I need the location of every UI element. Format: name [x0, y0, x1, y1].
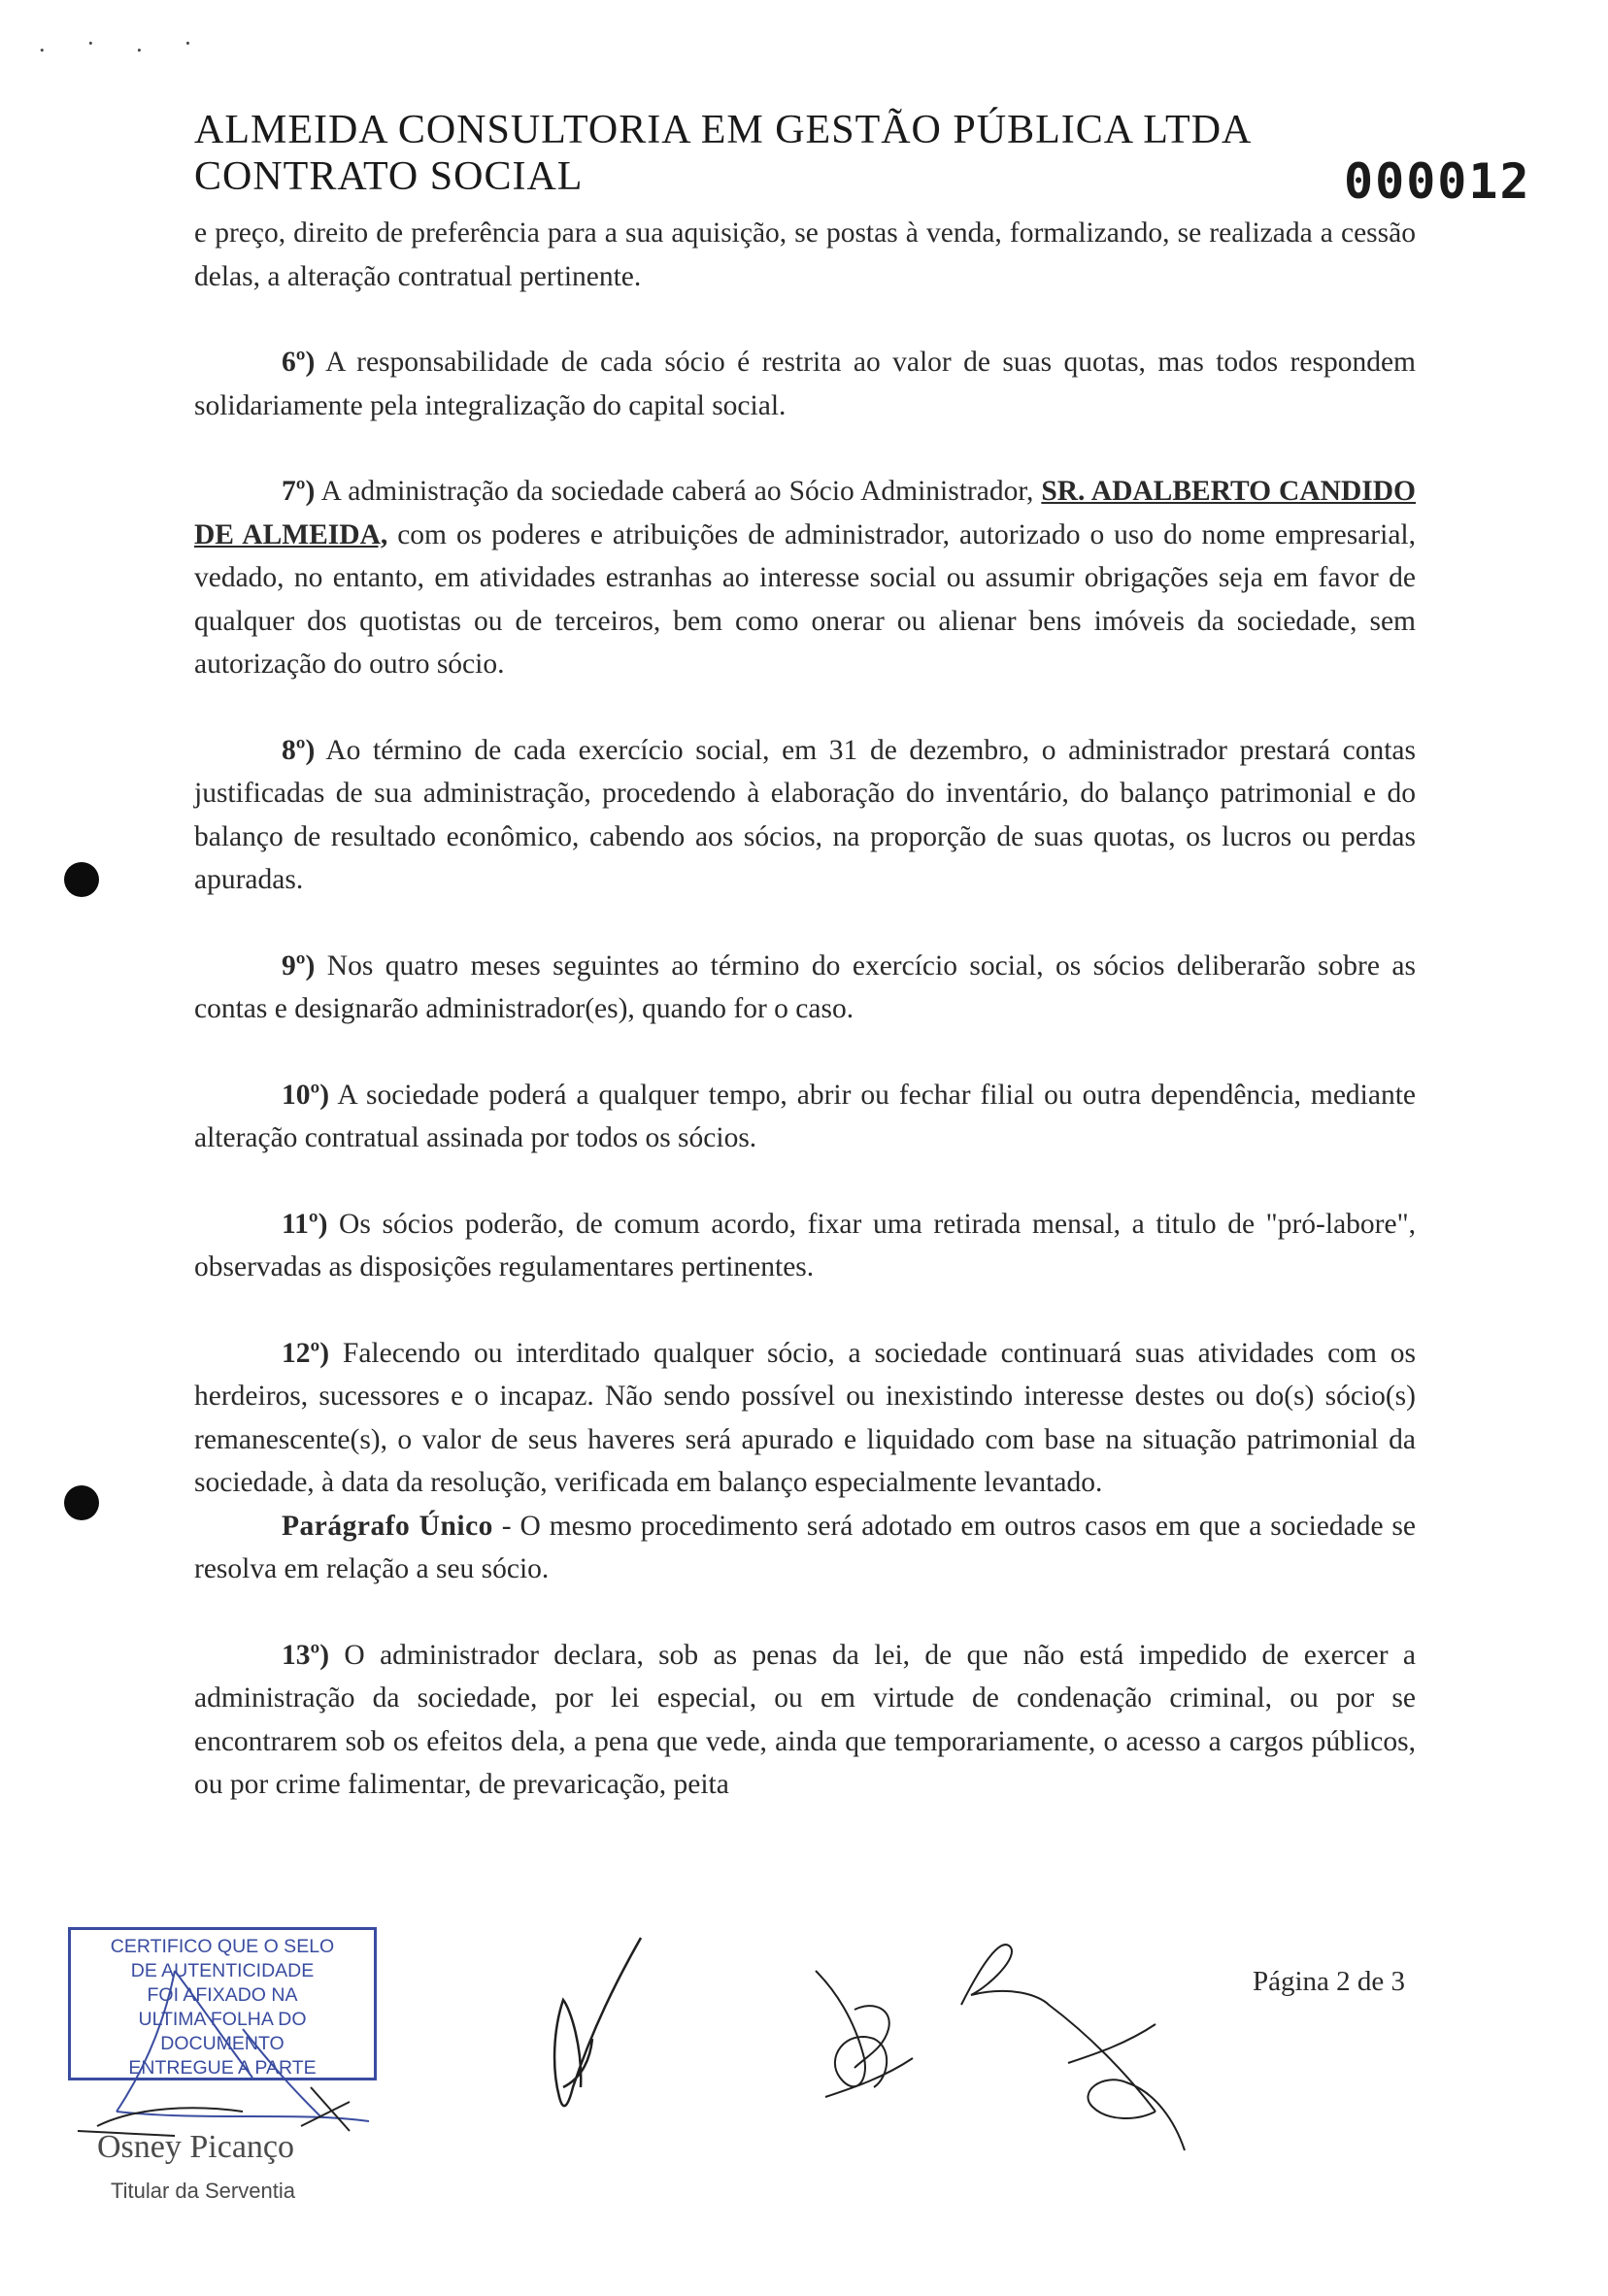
administrator-name: SR. ADALBERTO CANDIDO DE ALMEIDA, [194, 476, 1416, 550]
document-type-heading: CONTRATO SOCIAL [194, 154, 584, 199]
clause-text: Ao término de cada exercício social, em 31 de dezembro, o administrador prestará contas justificadas de sua administração, procedendo à elaboração do inventário, do balanço patrimonial e do balanço de resultado econômico, cabendo aos sócios, na proporção de suas quotas, os lucros ou perdas apuradas. [194, 734, 1416, 895]
clause-7 [194, 470, 1416, 686]
clause-text: Nos quatro meses seguintes ao término do exercício social, os sócios deliberarão sobre as contas e designarão administrador(es), quando for o caso. [194, 949, 1416, 1024]
stamp-line: DE AUTENTICIDADE [130, 1960, 315, 1981]
partner-signature-3 [932, 1927, 1223, 2170]
clause-number: 11º) [282, 1208, 328, 1240]
notary-signature [58, 1932, 408, 2155]
clause-text: com os poderes e atribuições de administrador, autorizado o uso do nome empresarial, vedado, no entanto, em atividades estranhas ao interesse social ou assumir obrigações seja em favor de qualquer dos quotistas ou de terceiros, bem como onerar ou alienar bens imóveis da sociedade, sem autorização do outro sócio. [194, 518, 1416, 680]
clause-number: 8º) [282, 734, 316, 766]
clause-number: 10º) [282, 1079, 330, 1111]
clause-text: A responsabilidade de cada sócio é restrita ao valor de suas quotas, mas todos respondem solidariamente pela integralização do capital social. [194, 347, 1416, 421]
clause-13 [194, 1634, 1416, 1807]
stamp-line: DOCUMENTO [160, 2033, 285, 2054]
clause-text: A administração da sociedade caberá ao Sócio Administrador, [315, 476, 1042, 507]
clause-9 [194, 945, 1416, 1031]
clause-12 [194, 1332, 1416, 1505]
clause-8 [194, 729, 1416, 902]
clause-text: O administrador declara, sob as penas da lei, de que não está impedido de exercer a administração da sociedade, por lei especial, ou em virtude de condenação criminal, ou por se encontrarem sob os efeitos dela, a pena que vede, ainda que temporariamente, o acesso a cargos públicos, ou por crime falimentar, de prevaricação, peita [194, 1639, 1416, 1800]
punch-hole [64, 862, 99, 897]
stamp-line: CERTIFICO QUE O SELO [110, 1936, 335, 1957]
clause-11 [194, 1203, 1416, 1289]
notary-title: Titular da Serventia [111, 2179, 295, 2203]
clause-number: 7º) [282, 476, 316, 507]
paragrafo-unico [194, 1505, 1416, 1591]
stamp-line: FOI AFIXADO NA [147, 1984, 298, 2006]
paragraph-title: Parágrafo Único [282, 1510, 493, 1542]
clause-text: Os sócios poderão, de comum acordo, fixar uma retirada mensal, a titulo de "pró-labore", observadas as disposições regulamentares pertinentes. [194, 1208, 1416, 1282]
clause-number: 9º) [282, 949, 316, 982]
stamp-line: ENTREGUE A PARTE [128, 2057, 317, 2079]
punch-hole [64, 1485, 99, 1520]
clause-text: Falecendo ou interditado qualquer sócio, a sociedade continuará suas atividades com os herdeiros, sucessores e o incapaz. Não sendo possível ou inexistindo interesse destes ou do(s) sócio(s) remanescente(s), o valor de seus haveres será apurado e liquidado com base na situação patrimonial da sociedade, à data da resolução, verificada em balanço especialmente levantado. [194, 1337, 1416, 1498]
clause-number: 12º) [282, 1337, 330, 1369]
partner-signature-2 [796, 1951, 932, 2107]
notary-name: Osney Picanço [97, 2129, 295, 2165]
page-number: Página 2 de 3 [1253, 1966, 1406, 1997]
clause-number: 6º) [282, 347, 316, 378]
clause-6 [194, 341, 1416, 427]
clause-10 [194, 1074, 1416, 1160]
stamp-line: ULTIMA FOLHA DO [138, 2009, 307, 2030]
continuation-paragraph: e preço, direito de preferência para a sua aquisição, se postas à venda, formalizando, se realizada a cessão delas, a alteração contratual pertinente. [194, 217, 1416, 292]
clause-number: 13º) [282, 1639, 330, 1671]
company-name-heading: ALMEIDA CONSULTORIA EM GESTÃO PÚBLICA LTDA [194, 108, 1253, 152]
clause-text: A sociedade poderá a qualquer tempo, abrir ou fechar filial ou outra dependência, mediante alteração contratual assinada por todos os sócios. [194, 1079, 1416, 1153]
scan-specks: . · . · [39, 29, 210, 57]
partner-signature-1 [524, 1932, 660, 2116]
paragraph-text: - O mesmo procedimento será adotado em outros casos em que a sociedade se resolva em relação a seu sócio. [194, 1510, 1417, 1584]
document-number: 000012 [1344, 153, 1531, 210]
contract-body [194, 212, 1416, 1849]
